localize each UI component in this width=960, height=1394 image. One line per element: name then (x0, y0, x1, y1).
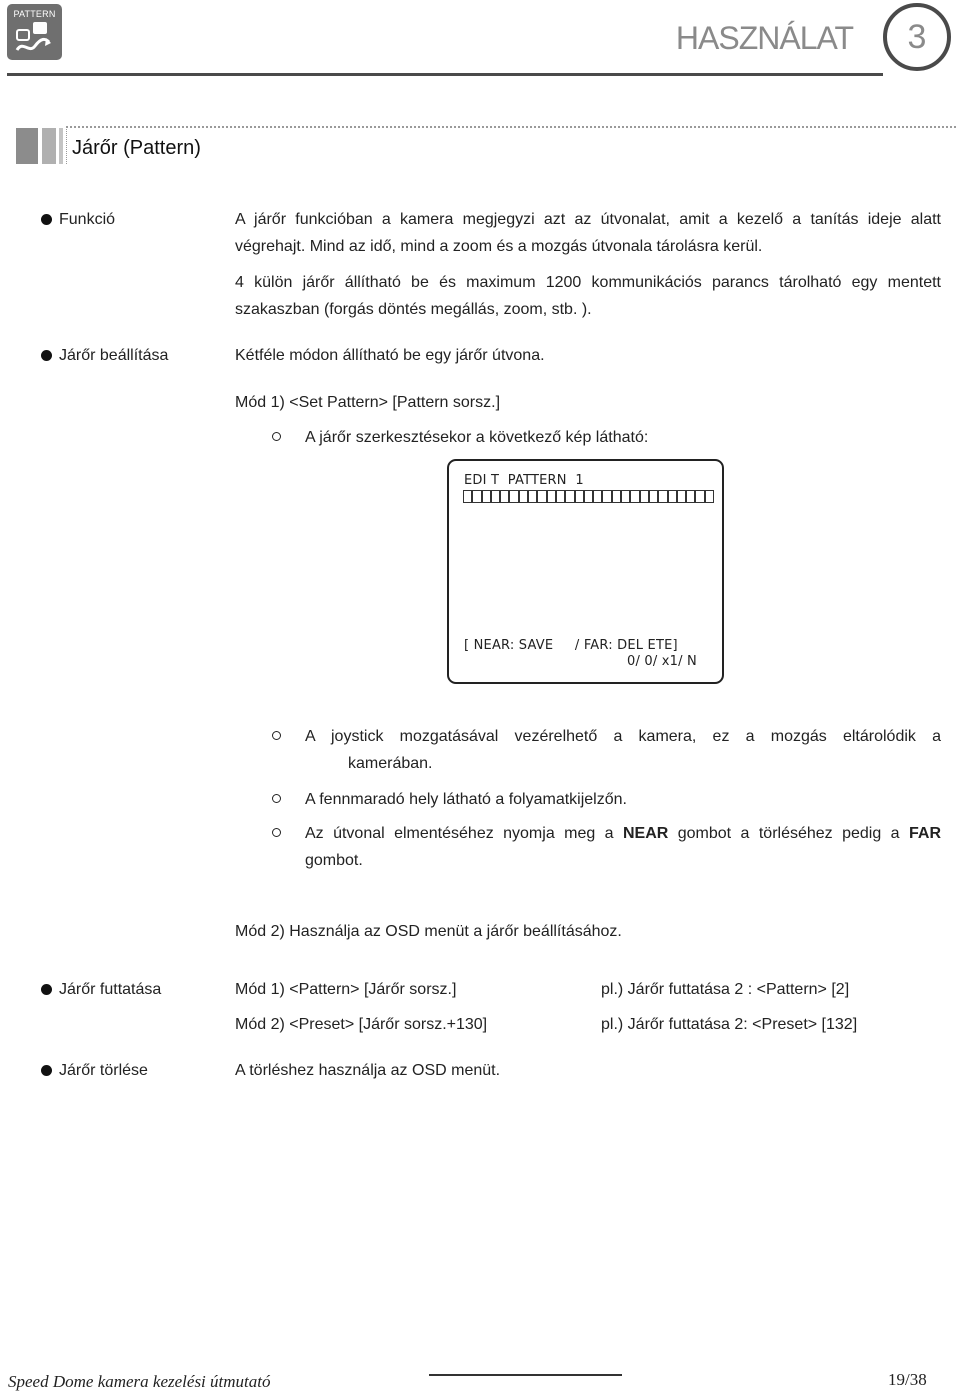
osd-progress-cell (695, 490, 704, 503)
bullet-icon (41, 1065, 52, 1076)
osd-progress-cell (649, 490, 658, 503)
remaining-note: A fennmaradó hely látható a folyamatkijelzőn. (305, 791, 627, 808)
logo-label: PATTERN (13, 9, 56, 19)
osd-progress-cell (668, 490, 677, 503)
beallitas-mode2: Mód 2) Használja az OSD menüt a járőr beállításához. (235, 923, 622, 940)
ring-bullet-icon (272, 794, 281, 803)
osd-progress-cell (537, 490, 546, 503)
osd-progress-cell (528, 490, 537, 503)
osd-progress-cell (547, 490, 556, 503)
heading-dotted-divider (66, 126, 67, 164)
far-keyword: FAR (909, 825, 941, 842)
osd-progress-cell (640, 490, 649, 503)
torlese-label: Járőr törlése (59, 1062, 148, 1079)
pattern-logo (7, 4, 62, 60)
osd-progress-cell (630, 490, 639, 503)
osd-progress-cell (705, 490, 714, 503)
osd-progress-cell (658, 490, 667, 503)
chapter-title: HASZNÁLAT (675, 20, 853, 56)
manual-title: Speed Dome kamera kezelési útmutató (8, 1372, 271, 1391)
osd-progress-cell (482, 490, 491, 503)
osd-progress-cell (463, 490, 472, 503)
ring-bullet-icon (272, 828, 281, 837)
save-note-1 (305, 820, 941, 847)
osd-progress-cell (491, 490, 500, 503)
heading-dotted-rule (66, 126, 956, 128)
save-note-pre: Az útvonal elmentéséhez nyomja meg a (305, 825, 623, 842)
osd-progress-cell (500, 490, 509, 503)
beallitas-mode1: Mód 1) <Set Pattern> [Pattern sorsz.] (235, 394, 501, 411)
osd-progress-cell (509, 490, 518, 503)
osd-screen (447, 459, 724, 684)
osd-progress-cell (584, 490, 593, 503)
page-number: 19/38 (888, 1370, 927, 1389)
osd-progress-cell (677, 490, 686, 503)
funkcio-line-3: 4 külön járőr állítható be és maximum 1200 kommunikációs parancs tárolható egy mentett (235, 274, 941, 291)
heading-bar-mid (42, 128, 56, 164)
osd-progress-bar (463, 490, 714, 503)
header-rule (7, 73, 883, 76)
near-keyword: NEAR (623, 825, 669, 842)
save-note-mid: gombot a törléséhez pedig a (668, 825, 909, 842)
futtatasa-label: Járőr futtatása (59, 981, 162, 998)
footer-rule (429, 1374, 622, 1376)
torlese-text: A törléshez használja az OSD menüt. (235, 1062, 501, 1079)
osd-counter: 0/ 0/ x1/ N (627, 654, 697, 669)
beallitas-intro: Kétféle módon állítható be egy járőr útvona. (235, 347, 545, 364)
osd-progress-cell (472, 490, 481, 503)
osd-progress-cell (686, 490, 695, 503)
joystick-note-2: kamerában. (348, 755, 433, 772)
beallitas-label: Járőr beállítása (59, 347, 169, 364)
osd-progress-cell (575, 490, 584, 503)
osd-progress-cell (519, 490, 528, 503)
save-note-2: gombot. (305, 852, 363, 869)
joystick-note-1: A joystick mozgatásával vezérelhető a kamera, ez a mozgás eltárolódik a (305, 728, 941, 745)
osd-progress-cell (556, 490, 565, 503)
osd-progress-cell (621, 490, 630, 503)
funkcio-line-2: végrehajt. Mind az idő, mind a zoom és a mozgás útvonala tárolásra kerül. (235, 238, 763, 255)
edit-note: A járőr szerkesztésekor a következő kép látható: (305, 429, 649, 446)
osd-progress-cell (612, 490, 621, 503)
futtatasa-mode2: Mód 2) <Preset> [Járőr sorsz.+130] (235, 1016, 488, 1033)
chapter-number: 3 (883, 3, 951, 71)
bullet-icon (41, 214, 52, 225)
osd-progress-cell (593, 490, 602, 503)
pattern-route-icon (13, 20, 57, 58)
futtatasa-mode1: Mód 1) <Pattern> [Járőr sorsz.] (235, 981, 457, 998)
bullet-icon (41, 984, 52, 995)
osd-title: EDI T PATTERN 1 (464, 473, 584, 488)
funkcio-line-1: A járőr funkcióban a kamera megjegyzi azt az útvonalat, amit a kezelő a tanítás ideje alatt (235, 211, 941, 228)
heading-bar-light (59, 128, 63, 164)
osd-progress-cell (565, 490, 574, 503)
futtatasa-example2: pl.) Járőr futtatása 2: <Preset> [132] (601, 1016, 858, 1033)
bullet-icon (41, 350, 52, 361)
funkcio-label: Funkció (59, 211, 116, 228)
osd-hint: [ NEAR: SAVE / FAR: DEL ETE] (464, 638, 678, 653)
heading-bar-dark (16, 128, 38, 164)
futtatasa-example1: pl.) Járőr futtatása 2 : <Pattern> [2] (601, 981, 850, 998)
ring-bullet-icon (272, 731, 281, 740)
section-title: Járőr (Pattern) (72, 137, 201, 159)
ring-bullet-icon (272, 432, 281, 441)
osd-progress-cell (602, 490, 611, 503)
funkcio-line-4: szakaszban (forgás döntés megállás, zoom, stb. ). (235, 301, 592, 318)
